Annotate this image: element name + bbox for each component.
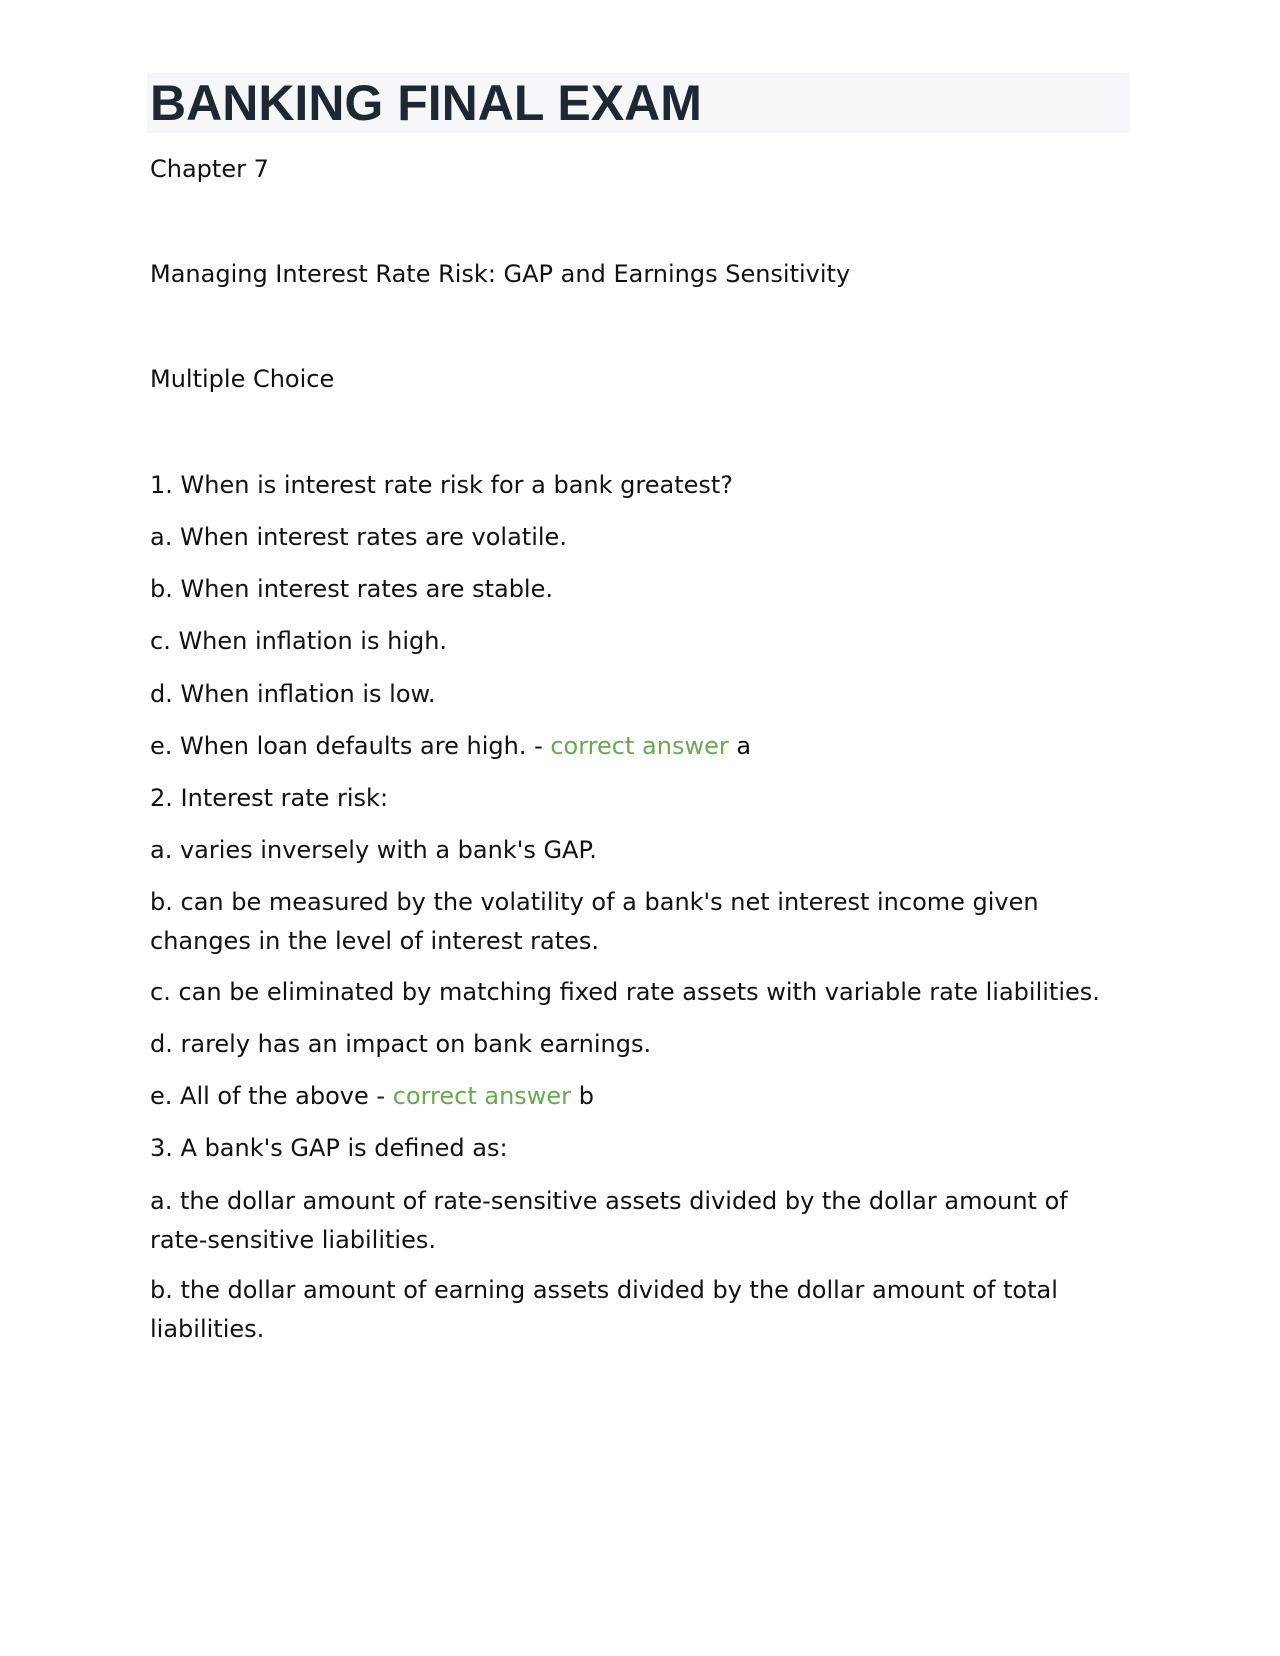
- question-3: 3. A bank's GAP is defined as:: [150, 1134, 508, 1162]
- question-1-option-e: [150, 727, 1130, 766]
- chapter-subtitle: Managing Interest Rate Risk: GAP and Earnings Sensitivity: [150, 260, 851, 288]
- question-2-option-c: c. can be eliminated by matching fixed rate assets with variable rate liabilities.: [150, 978, 1100, 1006]
- question-1-option-a: a. When interest rates are volatile.: [150, 523, 567, 551]
- question-2-answer: b: [578, 1082, 594, 1110]
- question-2-option-b: b. can be measured by the volatility of a bank's net interest income given changes in the level of interest rates.: [150, 888, 1039, 955]
- question-2-option-d: d. rarely has an impact on bank earnings.: [150, 1030, 652, 1058]
- document-title: BANKING FINAL EXAM: [150, 75, 702, 131]
- question-1-answer: a: [736, 732, 752, 760]
- section-heading: Multiple Choice: [150, 365, 335, 393]
- question-1-option-d: d. When inflation is low.: [150, 680, 436, 708]
- question-2-option-a: a. varies inversely with a bank's GAP.: [150, 836, 597, 864]
- question-1-option-b: b. When interest rates are stable.: [150, 575, 553, 603]
- correct-answer-label: correct answer: [550, 732, 729, 760]
- question-3-option-a: a. the dollar amount of rate-sensitive assets divided by the dollar amount of rate-sensitive liabilities.: [150, 1187, 1068, 1254]
- question-1-option-e-text: e. When loan defaults are high. -: [150, 732, 551, 760]
- question-2: 2. Interest rate risk:: [150, 784, 389, 812]
- chapter-label: Chapter 7: [150, 155, 269, 183]
- question-1: 1. When is interest rate risk for a bank greatest?: [150, 471, 734, 499]
- correct-answer-label: correct answer: [392, 1082, 572, 1110]
- question-2-option-e: [150, 1077, 1130, 1116]
- question-1-option-c: c. When inflation is high.: [150, 627, 448, 655]
- question-2-option-e-text: e. All of the above -: [150, 1082, 393, 1110]
- question-3-option-b: b. the dollar amount of earning assets divided by the dollar amount of total liabilities.: [150, 1276, 1058, 1343]
